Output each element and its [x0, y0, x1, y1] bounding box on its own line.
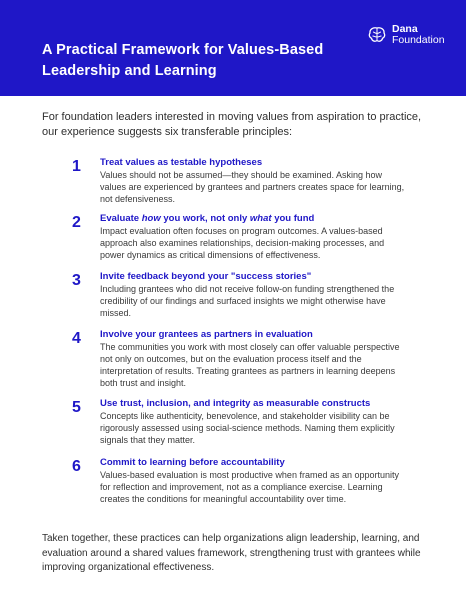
logo-line-2: Foundation: [392, 34, 445, 46]
principle-body: Impact evaluation often focuses on program outcomes. A values-based approach also examines relationships, decision-making processes, and power dynamics as critical dimensions of effectiveness.: [100, 226, 385, 260]
closing-paragraph: Taken together, these practices can help organizations align leadership, learning, and evaluation around a shared values framework, strengthening trust with grantees while improving organizational effectiveness.: [42, 533, 421, 573]
intro-paragraph: For foundation leaders interested in moving values from aspiration to practice, our experience suggests six transferable principles:: [42, 111, 422, 138]
principle-title: Use trust, inclusion, and integrity as measurable constructs: [100, 398, 371, 409]
principle-body: Concepts like authenticity, benevolence, and stakeholder visibility can be rigorously assessed using social-science methods. Naming them explicitly signals that they matter.: [100, 411, 395, 445]
principle-title: Involve your grantees as partners in evaluation: [100, 329, 313, 340]
principle-number: 4: [72, 330, 81, 347]
principle-body: Including grantees who did not receive follow-on funding strengthened the credibility of our findings and surfaced insights we might otherwise have missed.: [100, 284, 395, 318]
principle-body: Values-based evaluation is most productive when framed as an opportunity for reflection and improvement, not as a compliance exercise. Learning creates the conditions for meaningful accountability over time.: [100, 470, 400, 504]
principle-title: Invite feedback beyond your "success stories": [100, 271, 312, 282]
page-title: A Practical Framework for Values-Based Leadership and Learning: [42, 42, 324, 79]
principle-title: [100, 213, 314, 225]
principle-title-part: you work, not only: [160, 213, 250, 224]
principle-title-emphasis: how: [141, 213, 161, 224]
principle-number: 6: [72, 458, 81, 475]
principle-title: Commit to learning before accountability: [100, 457, 285, 468]
principle-title-part: you fund: [271, 213, 315, 224]
principle-title-part: Evaluate: [100, 213, 142, 224]
principle-number: 5: [72, 399, 81, 416]
principle-body: The communities you work with most closely can offer valuable perspective not only on outcomes, but on the evaluation process itself and the interpretation of results. Treating grantees as partners in learning deepens both trust and insight.: [100, 342, 400, 388]
principle-number: 2: [72, 214, 81, 231]
logo-line-1: Dana: [392, 23, 418, 35]
principle-body: Values should not be assumed—they should be examined. Asking how values are experienced by grantees and partners creates space for learning, not defensiveness.: [100, 170, 405, 204]
principle-title-emphasis: what: [249, 213, 272, 224]
principle-number: 3: [72, 272, 81, 289]
principle-number: 1: [72, 158, 81, 175]
principle-title: Treat values as testable hypotheses: [100, 157, 263, 168]
